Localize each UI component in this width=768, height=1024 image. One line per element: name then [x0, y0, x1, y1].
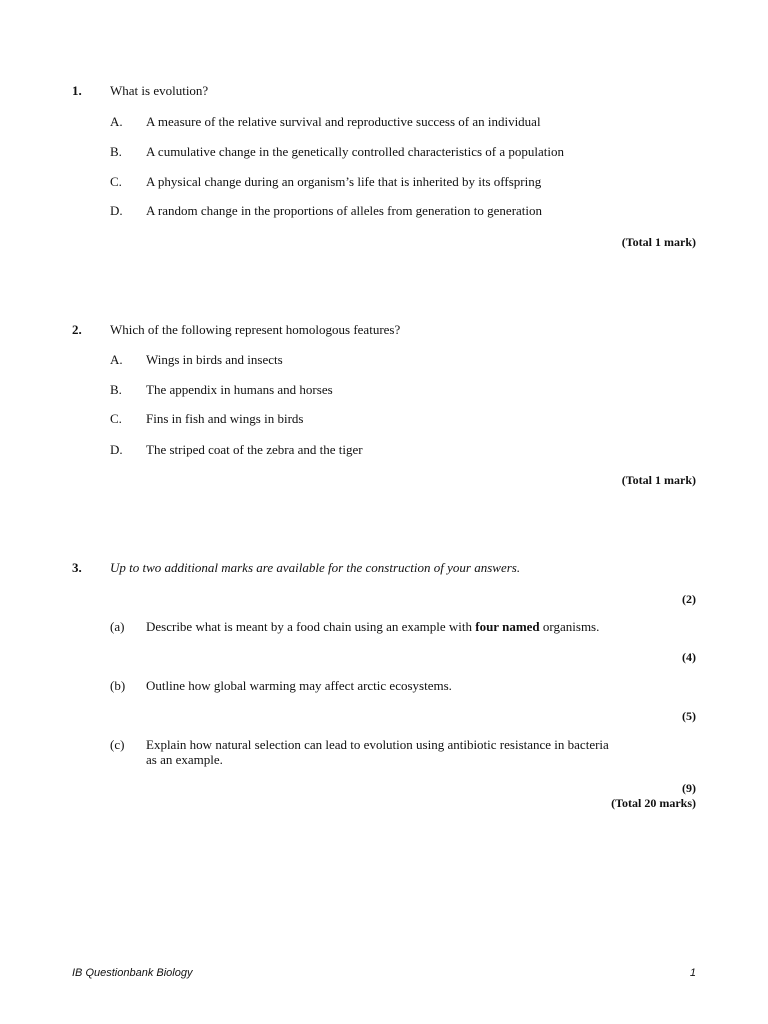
question-2-option-a: Wings in birds and insects: [146, 352, 283, 367]
question-3b-label: (b): [110, 678, 126, 693]
question-1-option-b-letter: B.: [110, 144, 122, 159]
question-1-option-b: A cumulative change in the genetically controlled characteristics of a population: [146, 144, 565, 159]
question-3a-text-post: organisms.: [539, 619, 600, 634]
question-2-option-b-letter: B.: [110, 382, 122, 397]
question-3b-marks: (5): [682, 709, 696, 723]
footer-page-number: 1: [689, 967, 696, 979]
question-1-option-a: A measure of the relative survival and reproductive success of an individual: [146, 114, 541, 129]
question-2-option-c-letter: C.: [110, 411, 122, 426]
question-1-option-a-letter: A.: [110, 114, 123, 129]
question-3-total-marks: (Total 20 marks): [611, 796, 696, 810]
question-3a-text-bold: four named: [475, 619, 540, 634]
question-2-text: Which of the following represent homologous features?: [110, 322, 401, 337]
question-3c-text-line-1: Explain how natural selection can lead to evolution using antibiotic resistance in bacteria: [146, 737, 609, 752]
question-2-option-d-letter: D.: [110, 442, 123, 457]
question-3-intro: Up to two additional marks are available for the construction of your answers.: [110, 560, 521, 575]
question-2-option-d: The striped coat of the zebra and the tiger: [146, 442, 363, 457]
question-3a-text: [146, 619, 599, 635]
question-3-intro-marks: (2): [682, 592, 696, 606]
question-2-number: 2.: [72, 322, 82, 337]
question-3a-label: (a): [110, 619, 125, 634]
question-2-option-b: The appendix in humans and horses: [146, 382, 333, 397]
question-2-option-c: Fins in fish and wings in birds: [146, 411, 304, 426]
question-1-option-c: A physical change during an organism’s life that is inherited by its offspring: [146, 174, 542, 189]
question-3c-label: (c): [110, 737, 125, 752]
footer-source: IB Questionbank Biology: [72, 967, 193, 979]
question-1-option-c-letter: C.: [110, 174, 122, 189]
question-1-option-d-letter: D.: [110, 203, 123, 218]
question-1-total-marks: (Total 1 mark): [621, 235, 696, 249]
question-3a-marks: (4): [682, 650, 696, 664]
question-1-text: What is evolution?: [110, 83, 209, 98]
question-3c-marks: (9): [682, 781, 696, 795]
question-3c-text-line-2: as an example.: [146, 752, 223, 767]
question-2-total-marks: (Total 1 mark): [621, 473, 696, 487]
question-3-number: 3.: [72, 560, 82, 575]
question-3b-text: Outline how global warming may affect arctic ecosystems.: [146, 678, 452, 693]
question-2-option-a-letter: A.: [110, 352, 123, 367]
question-3a-text-pre: Describe what is meant by a food chain using an example with: [146, 619, 476, 634]
question-1-number: 1.: [72, 83, 82, 98]
question-1-option-d: A random change in the proportions of alleles from generation to generation: [146, 203, 543, 218]
